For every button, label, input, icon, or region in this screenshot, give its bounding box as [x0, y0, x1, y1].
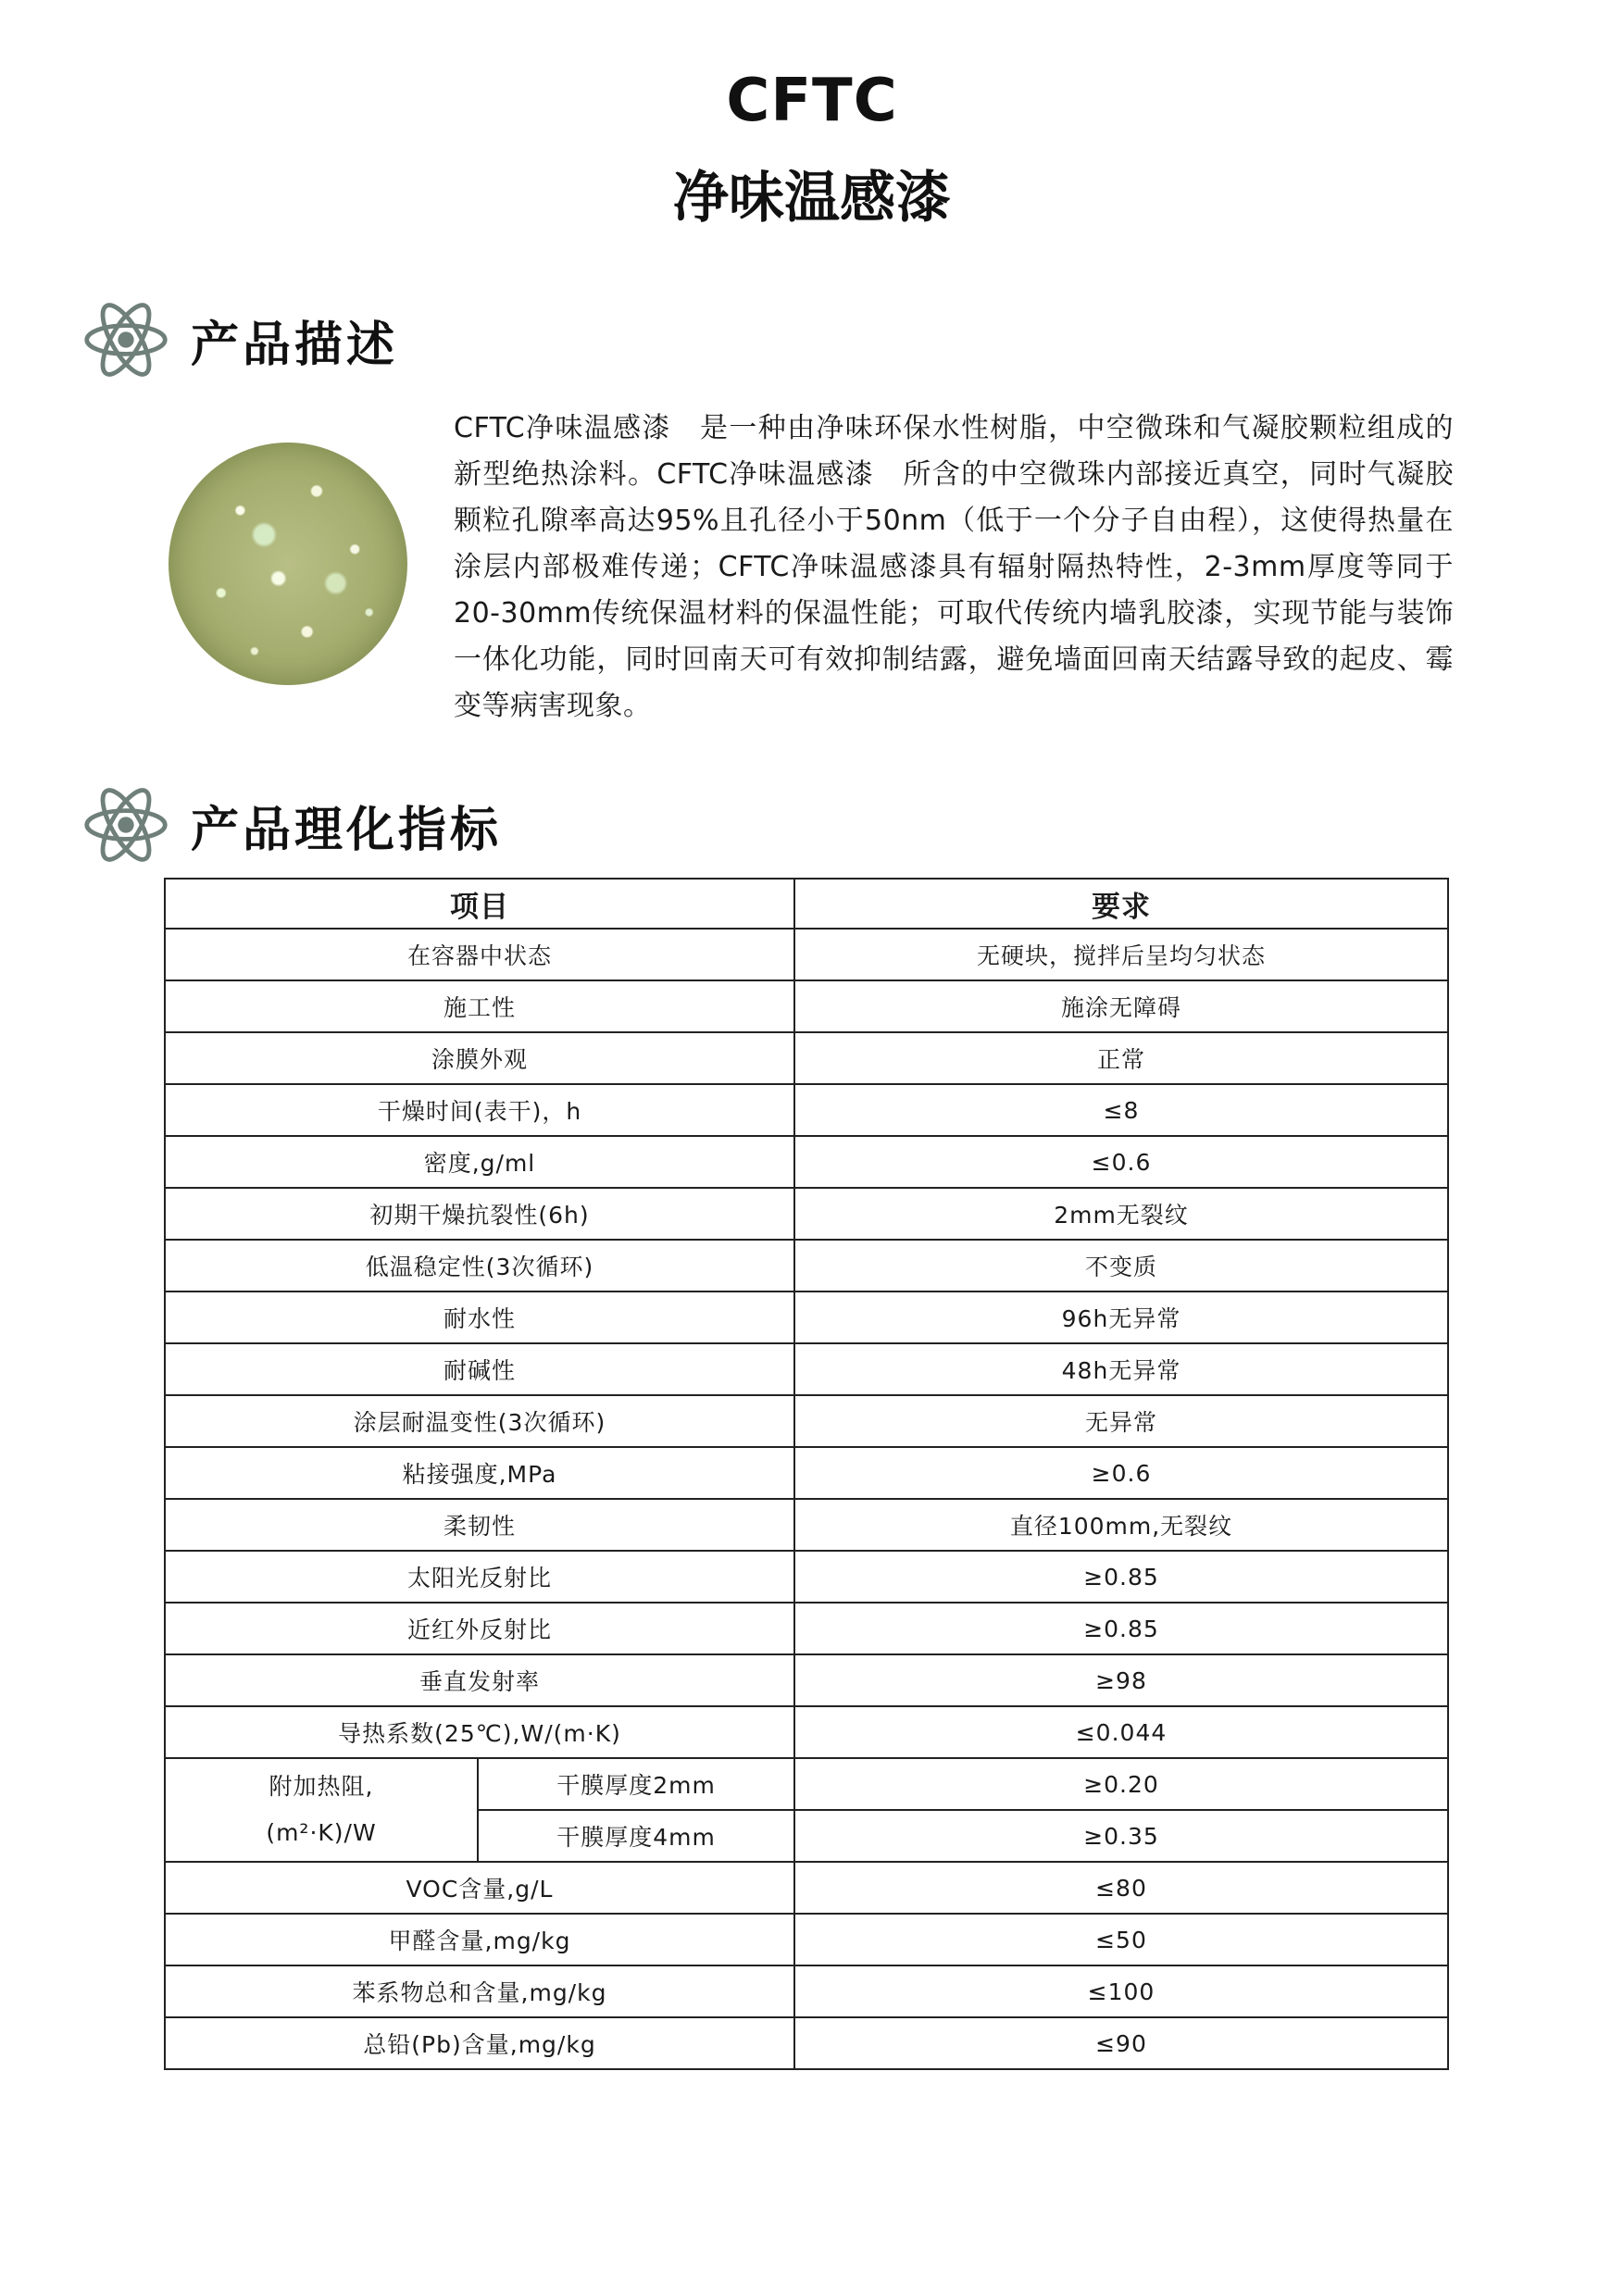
table-row: [165, 2017, 1448, 2069]
table-row: [165, 1136, 1448, 1188]
table-row: [165, 1706, 1448, 1758]
cell-sub-item: 干膜厚度4mm: [478, 1810, 794, 1862]
atom-icon: [81, 780, 170, 869]
cell-requirement: 96h无异常: [794, 1292, 1448, 1343]
cell-item: 太阳光反射比: [165, 1551, 794, 1603]
table-row: [165, 1551, 1448, 1603]
cell-requirement: ≤0.044: [794, 1706, 1448, 1758]
cell-requirement: ≤50: [794, 1914, 1448, 1965]
table-row: [165, 1343, 1448, 1395]
cell-sub-item: 干膜厚度2mm: [478, 1758, 794, 1810]
cell-requirement: ≤80: [794, 1862, 1448, 1914]
cell-item: 近红外反射比: [165, 1603, 794, 1654]
cell-item: 施工性: [165, 980, 794, 1032]
cell-requirement: ≥0.85: [794, 1603, 1448, 1654]
cell-requirement: ≤8: [794, 1084, 1448, 1136]
table-row: [165, 1032, 1448, 1084]
table-row: [165, 980, 1448, 1032]
cell-requirement: 48h无异常: [794, 1343, 1448, 1395]
cell-requirement: ≥0.20: [794, 1758, 1448, 1810]
table-row: [165, 1914, 1448, 1965]
table-row: [165, 1240, 1448, 1292]
cell-requirement: 施涂无障碍: [794, 980, 1448, 1032]
cell-requirement: 直径100mm,无裂纹: [794, 1499, 1448, 1551]
atom-icon: [81, 295, 170, 384]
table-row: [165, 1188, 1448, 1240]
table-row: [165, 1654, 1448, 1706]
section-title-description: 产品描述: [191, 317, 399, 373]
table-row: [165, 1758, 1448, 1810]
microsphere-image: [169, 443, 407, 685]
cell-requirement: 不变质: [794, 1240, 1448, 1292]
table-row: [165, 1292, 1448, 1343]
table-row: [165, 1447, 1448, 1499]
table-row: [165, 1603, 1448, 1654]
table-row: [165, 1965, 1448, 2017]
cell-requirement: 正常: [794, 1032, 1448, 1084]
cell-item: VOC含量,g/L: [165, 1862, 794, 1914]
title-brand: CFTC: [726, 67, 898, 135]
cell-requirement: ≤0.6: [794, 1136, 1448, 1188]
table-row: [165, 929, 1448, 980]
table-row: [165, 1084, 1448, 1136]
specs-table: [164, 878, 1449, 2070]
cell-requirement: ≤100: [794, 1965, 1448, 2017]
cell-item: 在容器中状态: [165, 929, 794, 980]
cell-requirement: ≥0.35: [794, 1810, 1448, 1862]
group-label-line2: (m²·K)/W: [266, 1819, 377, 1846]
table-row: [165, 1499, 1448, 1551]
table-row: [165, 1395, 1448, 1447]
column-header-item: 项目: [165, 879, 794, 929]
cell-item: 垂直发射率: [165, 1654, 794, 1706]
cell-item: 耐碱性: [165, 1343, 794, 1395]
column-header-requirement: 要求: [794, 879, 1448, 929]
cell-item: 粘接强度,MPa: [165, 1447, 794, 1499]
cell-requirement: ≥98: [794, 1654, 1448, 1706]
cell-requirement: 无异常: [794, 1395, 1448, 1447]
product-description: CFTC净味温感漆 是一种由净味环保水性树脂，中空微珠和气凝胶颗粒组成的新型绝热涂料。CFTC净味温感漆 所含的中空微珠内部接近真空，同时气凝胶颗粒孔隙率高达95%且孔径小于50nm（低于一个分子自由程），这使得热量在涂层内部极难传递；CFTC净味温感漆具有辐射隔热特性，2-3mm厚度等同于20-30mm传统保温材料的保温性能；可取代传统内墙乳胶漆，实现节能与装饰一体化功能，同时回南天可有效抑制结露，避免墙面回南天结露导致的起皮、霉变等病害现象。: [454, 412, 1454, 722]
cell-item: 耐水性: [165, 1292, 794, 1343]
cell-item: 涂膜外观: [165, 1032, 794, 1084]
cell-item: 苯系物总和含量,mg/kg: [165, 1965, 794, 2017]
cell-requirement: ≥0.85: [794, 1551, 1448, 1603]
cell-item: 总铅(Pb)含量,mg/kg: [165, 2017, 794, 2069]
table-row: [165, 1862, 1448, 1914]
cell-item: 密度,g/ml: [165, 1136, 794, 1188]
cell-item: 甲醛含量,mg/kg: [165, 1914, 794, 1965]
cell-item: 初期干燥抗裂性(6h): [165, 1188, 794, 1240]
cell-requirement: ≥0.6: [794, 1447, 1448, 1499]
title-product: 净味温感漆: [673, 166, 951, 231]
cell-item: 干燥时间(表干)，h: [165, 1084, 794, 1136]
section-heading-description: [81, 289, 398, 391]
section-heading-specs: [81, 774, 502, 876]
table-header-row: [165, 879, 1448, 929]
group-label-line1: 附加热阻,: [269, 1773, 374, 1800]
cell-requirement: 无硬块，搅拌后呈均匀状态: [794, 929, 1448, 980]
cell-requirement: ≤90: [794, 2017, 1448, 2069]
cell-item: 涂层耐温变性(3次循环): [165, 1395, 794, 1447]
section-title-specs: 产品理化指标: [191, 802, 503, 858]
cell-item-group: [165, 1758, 478, 1862]
cell-item: 柔韧性: [165, 1499, 794, 1551]
cell-requirement: 2mm无裂纹: [794, 1188, 1448, 1240]
cell-item: 低温稳定性(3次循环): [165, 1240, 794, 1292]
cell-item: 导热系数(25℃),W/(m·K): [165, 1706, 794, 1758]
